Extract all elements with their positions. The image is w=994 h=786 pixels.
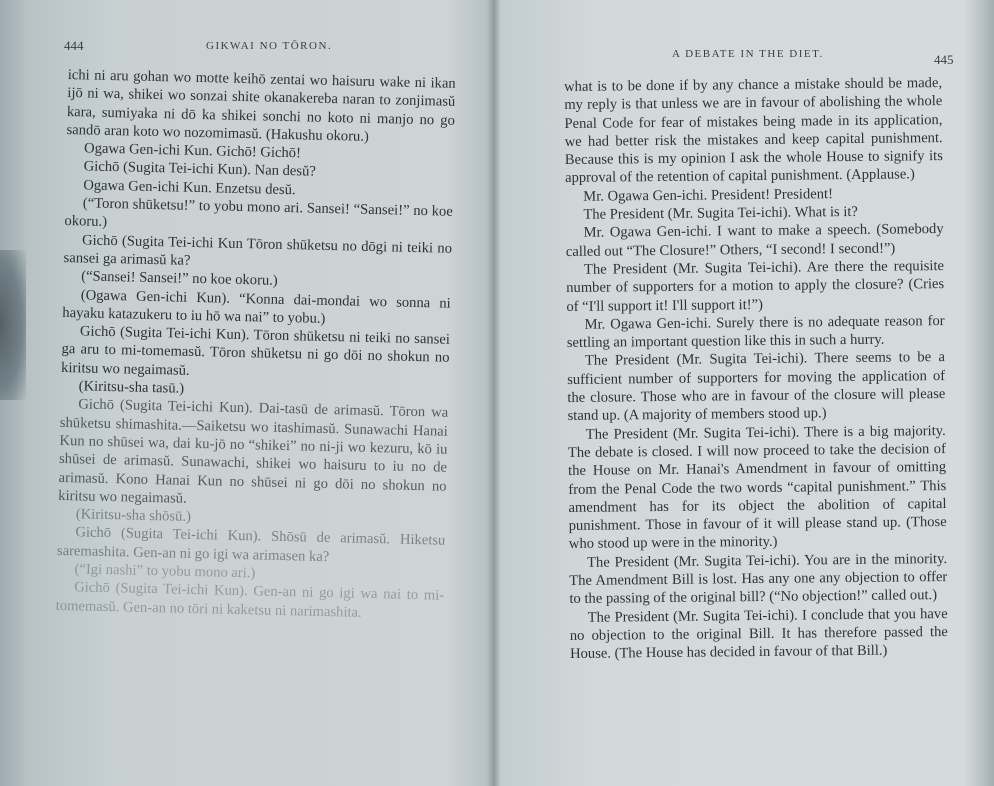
paragraph: Mr. Ogawa Gen-ichi. I want to make a speech. (Somebody called out “The Closure!” Others, “I second! I second!”) (565, 221, 944, 260)
right-page (494, 0, 994, 786)
paragraph: (“Toron shūketsu!” to yobu mono ari. Sansei! “Sansei!” no koe okoru.) (64, 195, 453, 231)
paragraph: Gichō (Sugita Tei-ichi Kun). Shōsū de arimasŭ. Hiketsu saremashita. Gen-an ni go igi wa arimasen ka? (56, 524, 446, 565)
paragraph: The President (Mr. Sugita Tei-ichi). There is a big majority. The debate is closed. I will now proceed to take the decision of the House on Mr. Hanai's Amendment in favour of omitting from the Penal Code the two words “capital punishment.” This amendment has for its object the abolition of capital punishment. Those in favour of it will please stand up. (Those who stood up were in the minority.) (567, 422, 947, 553)
paragraph: Mr. Ogawa Gen-ichi. Surely there is no adequate reason for settling an important question like this in such a hurry. (566, 312, 945, 352)
paragraph: The President (Mr. Sugita Tei-ichi). I conclude that you have no objection to the original Bill. It has therefore passed the House. (The House has decided in favour of that Bill.) (569, 605, 948, 663)
paragraph: Ogawa Gen-ichi Kun. Enzetsu desŭ. (83, 177, 296, 198)
paragraph: Gichō (Sugita Tei-ichi Kun). Dai-tasū de arimasŭ. Tōron wa shūketsu shimashita.—Saiketsu wo itashimasŭ. Sunawachi Hanai Kun no shūsei wa, dai ku-jō no “shikei” no ni-ji wo kezuru, kō iu shūsei de arimasŭ. Sunawachi, shikei wo haisuru to iu no de arimasŭ. Kono Hanai Kun no shūsei ni go dōi no shokun no kiritsu wo negaimasŭ. (58, 396, 449, 507)
paragraph: (Kiritsu-sha shōsū.) (75, 506, 192, 526)
paragraph: what is to be done if by any chance a mistake should be made, my reply is that unless we are in favour of abolishing the whole Penal Code for fear of mistakes being made in its application, we had better risk the mistakes and keep capital punishment. Because this is my opinion I ask the whole House to signify its approval of the retention of capital punishment. (Applause.) (564, 75, 943, 187)
paragraph: (“Igi nashi” to yobu mono ari.) (74, 561, 256, 582)
page-number: 444 (64, 38, 84, 53)
page-number: 445 (934, 52, 954, 67)
left-page (0, 0, 490, 786)
paragraph: Ogawa Gen-ichi Kun. Gichō! Gichō! (83, 140, 302, 162)
paragraph: (Kiritsu-sha tasū.) (78, 378, 185, 397)
paragraph: Mr. Ogawa Gen-ichi. President! President! (583, 185, 833, 205)
running-head: A DEBATE IN THE DIET. (672, 48, 824, 60)
left-page-text (56, 66, 456, 624)
paragraph: (“Sansei! Sansei!” no koe okoru.) (81, 268, 278, 290)
paragraph: Gichō (Sugita Tei-ichi Kun). Gen-an ni go igi wa nai to mi-tomemasŭ. Gen-an no tōri ni kaketsu ni narimashita. (55, 579, 445, 621)
paragraph: Gichō (Sugita Tei-ichi Kun). Tōron shūketsu ni teiki no sansei ga aru to mi-tomemasŭ. Tōron shūketsu ni go dōi no shokun no kiritsu wo negaimasŭ. (60, 323, 451, 379)
paragraph: Gichō (Sugita Tei-ichi Kun Tōron shūketsu no dōgi ni teiki no sansei ga arimasŭ ka? (63, 232, 453, 269)
right-page-text (564, 74, 948, 663)
paragraph: The President (Mr. Sugita Tei-ichi). Are there the requisite number of supporters for a motion to apply the closure? (Cries of “I'll support it! I'll support it!”) (566, 258, 945, 315)
paragraph: The President (Mr. Sugita Tei-ichi). What is it? (583, 204, 858, 223)
running-head: GIKWAI NO TŌRON. (206, 40, 333, 52)
paragraph: (Ogawa Gen-ichi Kun). “Konna dai-mondai wo sonna ni hayaku katazukeru to iu hō wa nai” to yobu.) (62, 286, 451, 327)
paragraph: Gichō (Sugita Tei-ichi Kun). Nan desŭ? (83, 158, 316, 181)
paragraph: The President (Mr. Sugita Tei-ichi). There seems to be a sufficient number of supporters for moving the application of the closure. Those who are in favour of the closure will please stand up. (A majority of members stood up.) (567, 349, 946, 425)
paragraph: ichi ni aru gohan wo motte keihō zentai wo haisuru wake ni ikan ijō ni wa, shikei wo sonzai shite okanakereba naran to zonjimasŭ kara, sumiyaka ni dō ka shikei sonchi no koto ni manjo no go sandō aran koto wo nozomimasŭ. (Hakushu okoru.) (66, 66, 456, 145)
paragraph: The President (Mr. Sugita Tei-ichi). You are in the minority. The Amendment Bill is lost. Has any one any objection to offer to the passing of the original bill? (“No objection!” called out.) (569, 550, 948, 608)
